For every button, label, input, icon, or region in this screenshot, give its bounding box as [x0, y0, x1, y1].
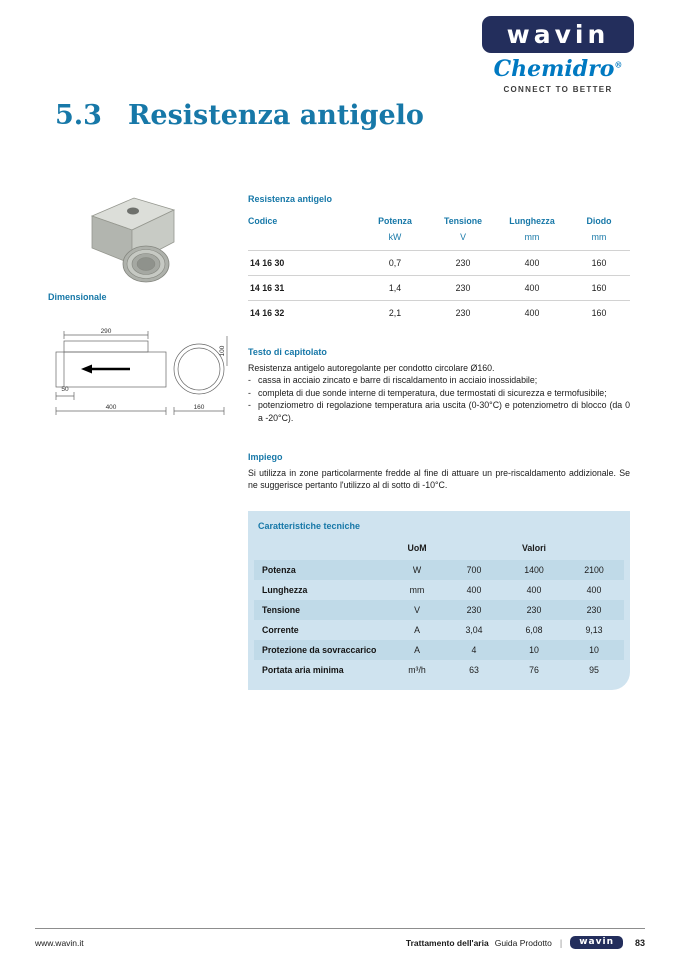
- product-value: 400: [496, 301, 568, 326]
- tech-label-header: [254, 540, 390, 560]
- footer-wavin-logo: wavin: [570, 936, 623, 949]
- page-footer: [35, 928, 645, 949]
- product-code: 14 16 30: [248, 251, 360, 276]
- tech-uom-header: UoM: [407, 543, 427, 553]
- section-heading: [55, 100, 424, 131]
- tech-value: 63: [469, 665, 479, 675]
- brand-block: [482, 16, 634, 94]
- tech-row: [254, 560, 624, 580]
- brand-tagline: CONNECT TO BETTER: [503, 85, 613, 94]
- product-value: 1,4: [360, 276, 430, 301]
- tech-value: 700: [466, 565, 482, 575]
- bullet-marker: -: [248, 387, 251, 398]
- col-potenza: Potenza: [378, 216, 412, 226]
- bullet-text: cassa in acciaio zincato e barre di riscaldamento in acciaio inossidabile;: [258, 375, 538, 386]
- footer-doc-name: Guida Prodotto: [494, 937, 552, 948]
- product-code: 14 16 31: [248, 276, 360, 301]
- knob-icon: [127, 208, 139, 215]
- tech-uom: A: [414, 625, 420, 635]
- tech-specs-box: [248, 511, 630, 690]
- tech-value: 76: [529, 665, 539, 675]
- impiego-section: [248, 452, 630, 492]
- tech-label: Lunghezza: [262, 585, 308, 595]
- tech-header-row: [254, 540, 624, 560]
- product-row: [248, 301, 630, 326]
- product-value: 230: [430, 276, 496, 301]
- tech-label: Corrente: [262, 625, 299, 635]
- page-number: 83: [634, 937, 645, 948]
- product-table-units-row: [248, 230, 630, 251]
- col-lunghezza: Lunghezza: [509, 216, 555, 226]
- product-table-title: Resistenza antigelo: [248, 194, 333, 204]
- bullet-text: potenziometro di regolazione temperatura aria uscita (0-30°C) e potenziometro di blocco (da 0 a -20°C).: [258, 400, 630, 423]
- tech-value: 10: [529, 645, 539, 655]
- tech-label: Tensione: [262, 605, 300, 615]
- unit-diodo: mm: [591, 232, 607, 242]
- tech-row: [254, 620, 624, 640]
- capitolato-bullet-1: [248, 374, 630, 386]
- footer-separator: |: [559, 937, 563, 948]
- unit-tensione: V: [460, 232, 466, 242]
- chemidro-logo: [482, 56, 634, 82]
- impiego-text: Si utilizza in zone particolarmente fredde al fine di attuare un pre-riscaldamento addizionale. Se ne suggerisce pertanto l'utilizzo al di sotto di -10°C.: [248, 468, 630, 491]
- tech-specs-table: [254, 540, 624, 680]
- tech-value: 4: [471, 645, 477, 655]
- tech-value: 1400: [524, 565, 544, 575]
- tech-value: 230: [466, 605, 482, 615]
- product-value: 230: [430, 251, 496, 276]
- tech-value: 6,08: [525, 625, 543, 635]
- tech-value: 95: [589, 665, 599, 675]
- capitolato-section: [248, 347, 630, 424]
- tech-value: 400: [526, 585, 542, 595]
- col-diodo: Diodo: [586, 216, 612, 226]
- wavin-logo: [482, 16, 634, 53]
- dimensional-label: Dimensionale: [48, 292, 107, 302]
- product-table: [248, 210, 630, 325]
- dim-50: 50: [61, 386, 69, 393]
- tech-uom: V: [414, 605, 420, 615]
- col-codice: Codice: [248, 216, 278, 226]
- product-photo: [86, 190, 180, 294]
- unit-lunghezza: mm: [524, 232, 540, 242]
- tech-label: Portata aria minima: [262, 665, 344, 675]
- product-row: [248, 276, 630, 301]
- dim-400: 400: [105, 404, 117, 411]
- capitolato-title: Testo di capitolato: [248, 347, 327, 357]
- tech-value: 400: [466, 585, 482, 595]
- tech-row: [254, 600, 624, 620]
- product-value: 160: [568, 276, 630, 301]
- section-title: Resistenza antigelo: [127, 100, 424, 131]
- dim-290: 290: [100, 328, 112, 335]
- product-value: 160: [568, 251, 630, 276]
- tech-label: Potenza: [262, 565, 296, 575]
- tech-value: 400: [586, 585, 602, 595]
- footer-doc-section: Trattamento dell'aria: [405, 937, 489, 948]
- tech-value: 230: [586, 605, 602, 615]
- capitolato-bullet-3: [248, 399, 630, 424]
- product-table-body: [248, 251, 630, 326]
- tech-valori-header: Valori: [522, 543, 546, 553]
- tech-row: [254, 660, 624, 680]
- tech-value: 9,13: [585, 625, 603, 635]
- bullet-marker: -: [248, 400, 251, 411]
- tech-row: [254, 640, 624, 660]
- tech-value: 10: [589, 645, 599, 655]
- product-table-header-row: [248, 210, 630, 230]
- col-tensione: Tensione: [444, 216, 482, 226]
- tech-uom: W: [412, 565, 422, 575]
- tech-uom: m³/h: [408, 665, 426, 675]
- wavin-logo-text: wavin: [506, 20, 610, 49]
- chemidro-logo-text: Chemidro: [493, 56, 615, 82]
- unit-potenza: kW: [388, 232, 402, 242]
- product-value: 2,1: [360, 301, 430, 326]
- section-number: 5.3: [55, 100, 102, 131]
- dim-100: 100: [219, 345, 226, 357]
- product-code: 14 16 32: [248, 301, 360, 326]
- tech-specs-title: Caratteristiche tecniche: [258, 521, 361, 531]
- dim-160: 160: [193, 404, 205, 411]
- trademark-symbol: ®: [614, 59, 623, 70]
- tech-uom: mm: [409, 585, 425, 595]
- bullet-marker: -: [248, 375, 251, 386]
- tech-row: [254, 580, 624, 600]
- product-value: 0,7: [360, 251, 430, 276]
- tech-value: 230: [526, 605, 542, 615]
- product-row: [248, 251, 630, 276]
- product-value: 400: [496, 251, 568, 276]
- tech-value: 3,04: [465, 625, 483, 635]
- product-value: 230: [430, 301, 496, 326]
- tech-value: 2100: [584, 565, 604, 575]
- website-link[interactable]: www.wavin.it: [35, 937, 84, 948]
- product-value: 160: [568, 301, 630, 326]
- tech-uom: A: [414, 645, 420, 655]
- unit-codice: [248, 230, 360, 251]
- impiego-title: Impiego: [248, 452, 283, 462]
- dimensional-drawing: [50, 326, 230, 428]
- capitolato-bullet-2: [248, 387, 630, 399]
- footer-right: [406, 936, 645, 949]
- capitolato-intro: Resistenza antigelo autoregolante per condotto circolare Ø160.: [248, 363, 495, 373]
- bullet-text: completa di due sonde interne di temperatura, due termostati di sicurezza e termofusibile;: [258, 387, 607, 398]
- product-value: 400: [496, 276, 568, 301]
- tech-table-body: [254, 560, 624, 680]
- tech-label: Protezione da sovraccarico: [262, 645, 377, 655]
